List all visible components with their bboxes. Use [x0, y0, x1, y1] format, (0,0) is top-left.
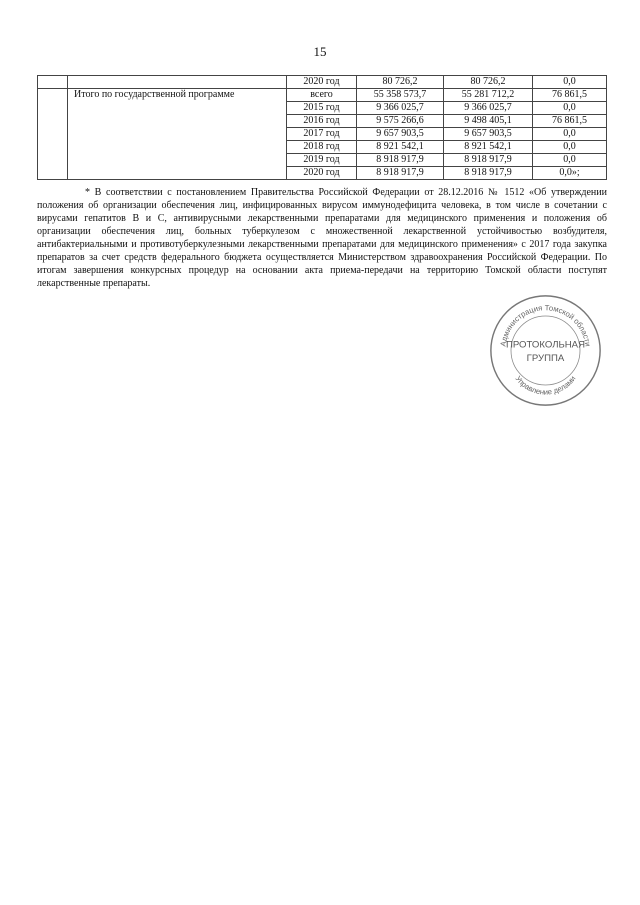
year-cell: 2020 год	[287, 167, 357, 180]
regional-cell: 9 366 025,7	[444, 102, 533, 115]
year-cell: 2017 год	[287, 128, 357, 141]
regional-cell: 8 918 917,9	[444, 154, 533, 167]
page-number: 15	[313, 44, 327, 59]
year-cell: 2016 год	[287, 115, 357, 128]
total-cell: 9 366 025,7	[357, 102, 444, 115]
year-cell: 2019 год	[287, 154, 357, 167]
regional-cell: 55 281 712,2	[444, 89, 533, 102]
federal-cell: 76 861,5	[533, 115, 607, 128]
table-cell	[68, 76, 287, 89]
regional-cell: 9 498 405,1	[444, 115, 533, 128]
stamp-text-1: ПРОТОКОЛЬНАЯ	[506, 339, 585, 351]
regional-cell: 80 726,2	[444, 76, 533, 89]
table-cell	[38, 89, 68, 180]
table-cell	[38, 76, 68, 89]
svg-text:Управление делами: Управление делами	[513, 374, 578, 397]
total-cell: 9 657 903,5	[357, 128, 444, 141]
regional-cell: 9 657 903,5	[444, 128, 533, 141]
federal-cell: 0,0	[533, 141, 607, 154]
table-row	[38, 89, 607, 102]
total-cell: 8 921 542,1	[357, 141, 444, 154]
total-cell: 80 726,2	[357, 76, 444, 89]
regional-cell: 8 918 917,9	[444, 167, 533, 180]
year-cell: всего	[287, 89, 357, 102]
federal-cell: 0,0	[533, 102, 607, 115]
budget-table	[37, 75, 607, 180]
stamp-text-2: ГРУППА	[526, 353, 565, 365]
year-cell: 2018 год	[287, 141, 357, 154]
group-label: Итого по государственной программе	[68, 89, 287, 180]
footnote: * В соответствии с постановлением Правительства Российской Федерации от 28.12.2016 № 1512 «Об утверждении положения об организации обеспечения лиц, инфицированных вирусом иммунодефицита человека, в том числе в сочетании с вирусами гепатитов B и C, антивирусными лекарственными препаратами для медицинского применения и положения об организации обеспечения лиц, больных туберкулезом с множественной лекарственной устойчивостью возбудителя, антибактериальными и противотуберкулезными лекарственными препаратами для медицинского применения» с 2017 года закупка препаратов за счет средств федерального бюджета осуществляется Министерством здравоохранения Российской Федерации. По итогам завершения конкурсных процедур на основании акта приема-передачи на территорию Томской области поступят лекарственные препараты.	[37, 187, 607, 289]
year-cell: 2015 год	[287, 102, 357, 115]
regional-cell: 8 921 542,1	[444, 141, 533, 154]
svg-text:Администрация Томской области: Администрация Томской области	[498, 303, 593, 348]
total-cell: 8 918 917,9	[357, 154, 444, 167]
year-cell: 2020 год	[287, 76, 357, 89]
federal-cell: 76 861,5	[533, 89, 607, 102]
federal-cell: 0,0»;	[533, 167, 607, 180]
federal-cell: 0,0	[533, 128, 607, 141]
federal-cell: 0,0	[533, 154, 607, 167]
total-cell: 9 575 266,6	[357, 115, 444, 128]
stamp	[488, 293, 603, 408]
total-cell: 8 918 917,9	[357, 167, 444, 180]
total-cell: 55 358 573,7	[357, 89, 444, 102]
federal-cell: 0,0	[533, 76, 607, 89]
table-row	[38, 76, 607, 89]
